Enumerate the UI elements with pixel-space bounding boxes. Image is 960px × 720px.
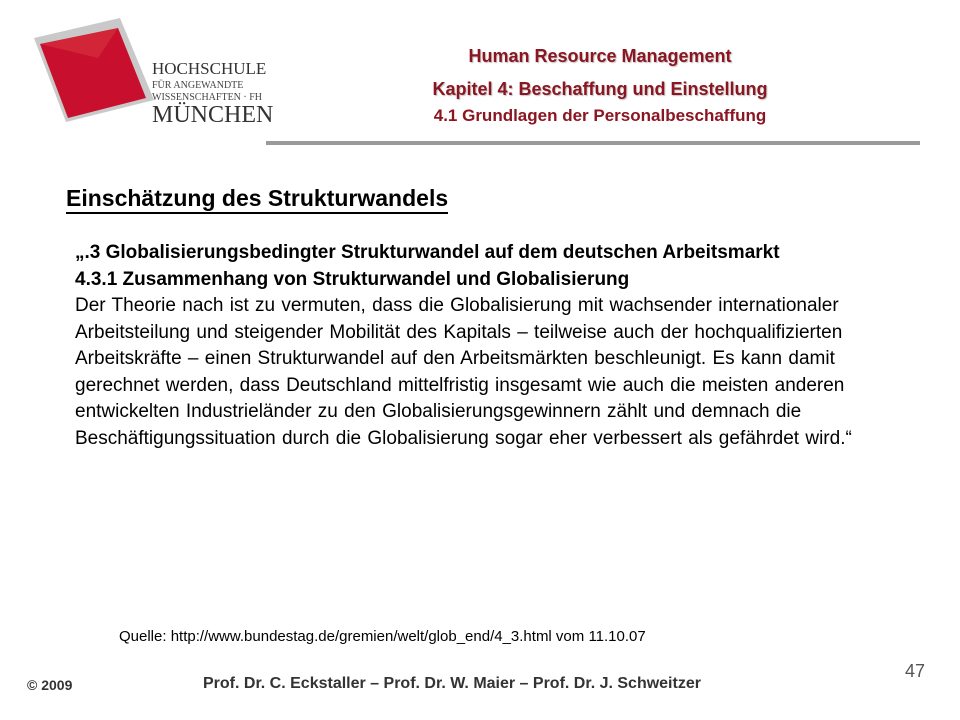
logo-line3: WISSENSCHAFTEN · FH (152, 92, 263, 103)
quote-body: Der Theorie nach ist zu vermuten, dass die Globalisierung mit wachsender internationaler Arbeitsteilung und steigender Mobilität des Kapitals – teilweise auch der hochqualifizierten Arbeitskräfte – einen Strukturwandel auf den Arbeitsmärkten beschleunigt. Es kann damit gerechnet werden, dass Deutschland mittelfristig insgesamt wie auch die meisten anderen entwickelten Industrieländer zu den Globalisierungsgewinnern zählt und demnach die Beschäftigungssituation durch die Globalisierung sogar eher verbessert als gefährdet wird.“ (75, 295, 852, 449)
logo-line1: HOCHSCHULE (152, 59, 267, 78)
logo-graphic (28, 18, 278, 133)
header-divider (266, 141, 920, 145)
university-logo (28, 18, 278, 133)
page-number: 47 (905, 661, 926, 681)
logo-line4: MÜNCHEN (152, 102, 274, 128)
copyright: © 2009 (27, 677, 73, 693)
source-citation: Quelle: http://www.bundestag.de/gremien/welt/glob_end/4_3.html vom 11.10.07 (119, 628, 646, 645)
authors: Prof. Dr. C. Eckstaller – Prof. Dr. W. Maier – Prof. Dr. J. Schweitzer (203, 675, 701, 692)
chapter-title: Kapitel 4: Beschaffung und Einstellung (432, 79, 768, 99)
slide-header (300, 46, 900, 126)
slide-title: Einschätzung des Strukturwandels (66, 184, 448, 214)
quote-heading-2: 4.3.1 Zusammenhang von Strukturwandel und Globalisierung (75, 268, 630, 290)
quote-heading-1: „.3 Globalisierungsbedingter Strukturwandel auf dem deutschen Arbeitsmarkt (75, 242, 780, 263)
section-title: 4.1 Grundlagen der Personalbeschaffung (433, 106, 767, 125)
quote-content (75, 240, 865, 452)
course-title: Human Resource Management (468, 46, 732, 66)
logo-line2: FÜR ANGEWANDTE (152, 80, 244, 91)
